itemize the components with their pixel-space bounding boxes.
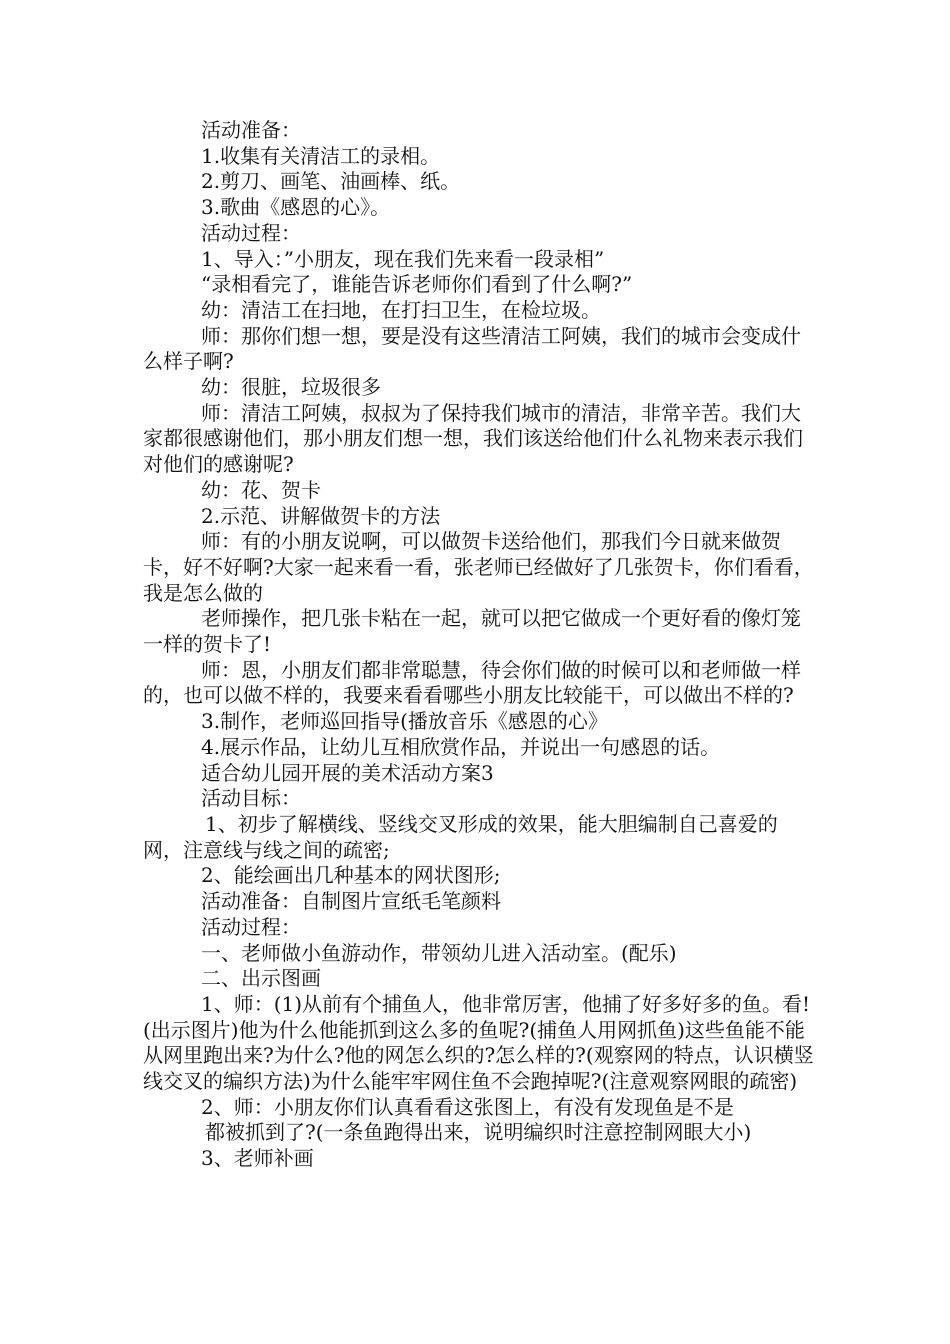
paragraph: 活动准备： (201, 118, 301, 142)
paragraph: 1、师：(1)从前有个捕鱼人，他非常厉害，他捕了好多好多的鱼。看!(出示图片)他为什么他能抓到这么多的鱼呢?(捕鱼人用网抓鱼)这些鱼能不能从网里跑出来?为什么?他的网怎么织的?怎么样的?(观察网的特点，认识横竖线交叉的编织方法)为什么能牢牢网住鱼不会跑掉呢?(注意观察网眼的疏密) (143, 991, 814, 1094)
paragraph: 师：那你们想一想，要是没有这些清洁工阿姨，我们的城市会变成什么样子啊? (143, 323, 801, 374)
paragraph: 3.歌曲《感恩的心》。 (201, 195, 391, 220)
paragraph: 4.展示作品，让幼儿互相欣赏作品，并说出一句感恩的话。 (201, 734, 721, 759)
paragraph: 二、出示图画 (201, 966, 321, 991)
paragraph: 1、导入：”小朋友，现在我们先来看一段录相” (201, 246, 605, 271)
paragraph: 3.制作，老师巡回指导(播放音乐《感恩的心》 (201, 709, 608, 734)
paragraph: 一、老师做小鱼游动作，带领幼儿进入活动室。(配乐) (201, 940, 677, 965)
paragraph: 幼：花、贺卡 (201, 477, 321, 502)
paragraph: 2、师：小朋友你们认真看看这张图上，有没有发现鱼是不是 (201, 1094, 734, 1119)
paragraph: 3、老师补画 (201, 1146, 314, 1171)
section-heading: 适合幼儿园开展的美术活动方案3 (201, 760, 494, 785)
paragraph: 师：清洁工阿姨，叔叔为了保持我们城市的清洁，非常辛苦。我们大家都很感谢他们，那小朋友们想一想，我们该送给他们什么礼物来表示我们对他们的感谢呢? (143, 400, 803, 477)
paragraph: 幼：清洁工在扫地，在打扫卫生，在检垃圾。 (201, 297, 601, 322)
paragraph: 师：恩，小朋友们都非常聪慧，待会你们做的时候可以和老师做一样的，也可以做不样的，我要来看看哪些小朋友比较能干，可以做出不样的? (143, 657, 801, 708)
paragraph: 2.示范、讲解做贺卡的方法 (201, 503, 441, 528)
paragraph: 都被抓到了?(一条鱼跑得出来，说明编织时注意控制网眼大小) (205, 1120, 752, 1145)
paragraph: 活动过程： (201, 220, 301, 245)
paragraph: 师：有的小朋友说啊，可以做贺卡送给他们，那我们今日就来做贺卡，好不好啊?大家一起来看一看，张老师已经做好了几张贺卡，你们看看，我是怎么做的 (143, 529, 814, 605)
paragraph: 2.剪刀、画笔、油画棒、纸。 (201, 169, 461, 194)
paragraph: “录相看完了，谁能告诉老师你们看到了什么啊?” (201, 272, 633, 297)
document-body (143, 118, 815, 1172)
paragraph: 老师操作，把几张卡粘在一起，就可以把它做成一个更好看的像灯笼一样的贺卡了! (143, 606, 801, 657)
paragraph: 活动过程： (201, 914, 301, 939)
paragraph: 活动准备：自制图片宣纸毛笔颜料 (201, 889, 501, 914)
paragraph: 幼：很脏，垃圾很多 (201, 375, 381, 400)
paragraph: 1.收集有关清洁工的录相。 (201, 143, 441, 168)
paragraph: 2、能绘画出几种基本的网状图形; (201, 863, 501, 888)
paragraph: 1、初步了解横线、竖线交叉形成的效果，能大胆编制自己喜爱的网，注意线与线之间的疏密; (143, 811, 778, 862)
paragraph: 活动目标： (201, 786, 301, 811)
